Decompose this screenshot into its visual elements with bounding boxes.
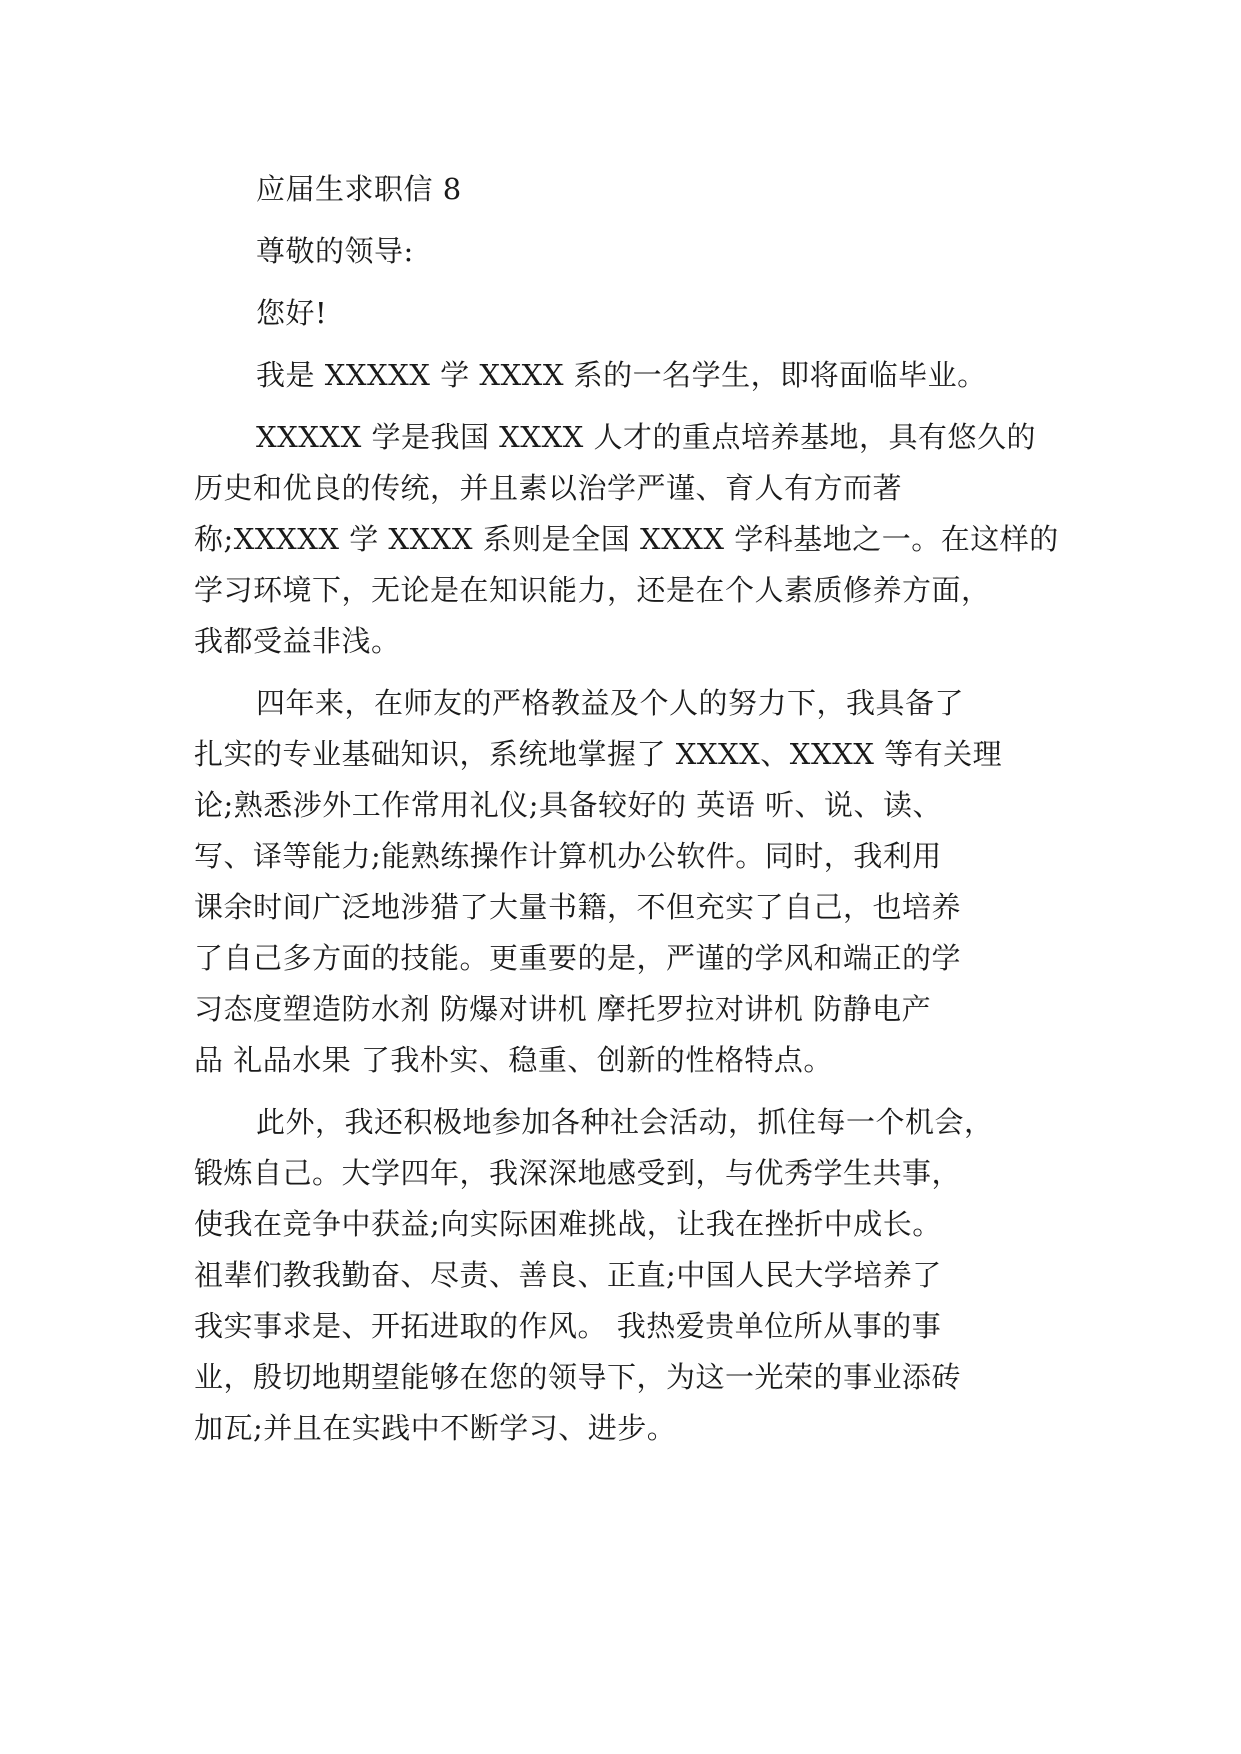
paragraph-line: 写、译等能力;能熟练操作计算机办公软件。同时，我利用: [194, 839, 942, 873]
paragraph-4: [194, 1097, 1054, 1454]
paragraph-line: 称;XXXXX 学 XXXX 系则是全国 XXXX 学科基地之一。在这样的: [194, 522, 1059, 556]
paragraph-line: 我实事求是、开拓进取的作风。 我热爱贵单位所从事的事: [194, 1309, 942, 1343]
letter-greeting: 您好!: [256, 296, 328, 330]
paragraph-line: 学习环境下，无论是在知识能力，还是在个人素质修养方面，: [194, 573, 991, 607]
paragraph-2: [194, 412, 1059, 667]
paragraph-line: 锻炼自己。大学四年，我深深地感受到，与优秀学生共事，: [194, 1156, 962, 1190]
paragraph-line: 扎实的专业基础知识，系统地掌握了 XXXX、XXXX 等有关理: [194, 737, 1003, 771]
letter-title: 应届生求职信 8: [256, 172, 462, 206]
letter-salutation: 尊敬的领导:: [256, 234, 414, 268]
paragraph-line: 品 礼品水果 了我朴实、稳重、创新的性格特点。: [194, 1043, 833, 1077]
paragraph-line: 论;熟悉涉外工作常用礼仪;具备较好的 英语 听、说、读、: [194, 788, 942, 822]
paragraph-line: 历史和优良的传统，并且素以治学严谨、育人有方而著: [194, 471, 903, 505]
paragraph-line: 课余时间广泛地涉猎了大量书籍，不但充实了自己，也培养: [194, 890, 962, 924]
paragraph-line: 我是 XXXXX 学 XXXX 系的一名学生，即将面临毕业。: [256, 358, 987, 392]
paragraph-3: [194, 678, 1054, 1086]
paragraph-line: 加瓦;并且在实践中不断学习、进步。: [194, 1411, 677, 1445]
paragraph-line: 习态度塑造防水剂 防爆对讲机 摩托罗拉对讲机 防静电产: [194, 992, 932, 1026]
paragraph-line: 了自己多方面的技能。更重要的是，严谨的学风和端正的学: [194, 941, 962, 975]
paragraph-line: 此外，我还积极地参加各种社会活动，抓住每一个机会，: [256, 1105, 994, 1139]
paragraph-line: 祖辈们教我勤奋、尽责、善良、正直;中国人民大学培养了: [194, 1258, 942, 1292]
paragraph-line: XXXXX 学是我国 XXXX 人才的重点培养基地，具有悠久的: [256, 420, 1036, 454]
paragraph-line: 我都受益非浅。: [194, 624, 401, 658]
paragraph-line: 四年来，在师友的严格教益及个人的努力下，我具备了: [256, 686, 965, 720]
paragraph-line: 业，殷切地期望能够在您的领导下，为这一光荣的事业添砖: [194, 1360, 962, 1394]
paragraph-1: [194, 350, 1054, 401]
paragraph-line: 使我在竞争中获益;向实际困难挑战，让我在挫折中成长。: [194, 1207, 942, 1241]
letter-body: [194, 164, 1059, 1454]
